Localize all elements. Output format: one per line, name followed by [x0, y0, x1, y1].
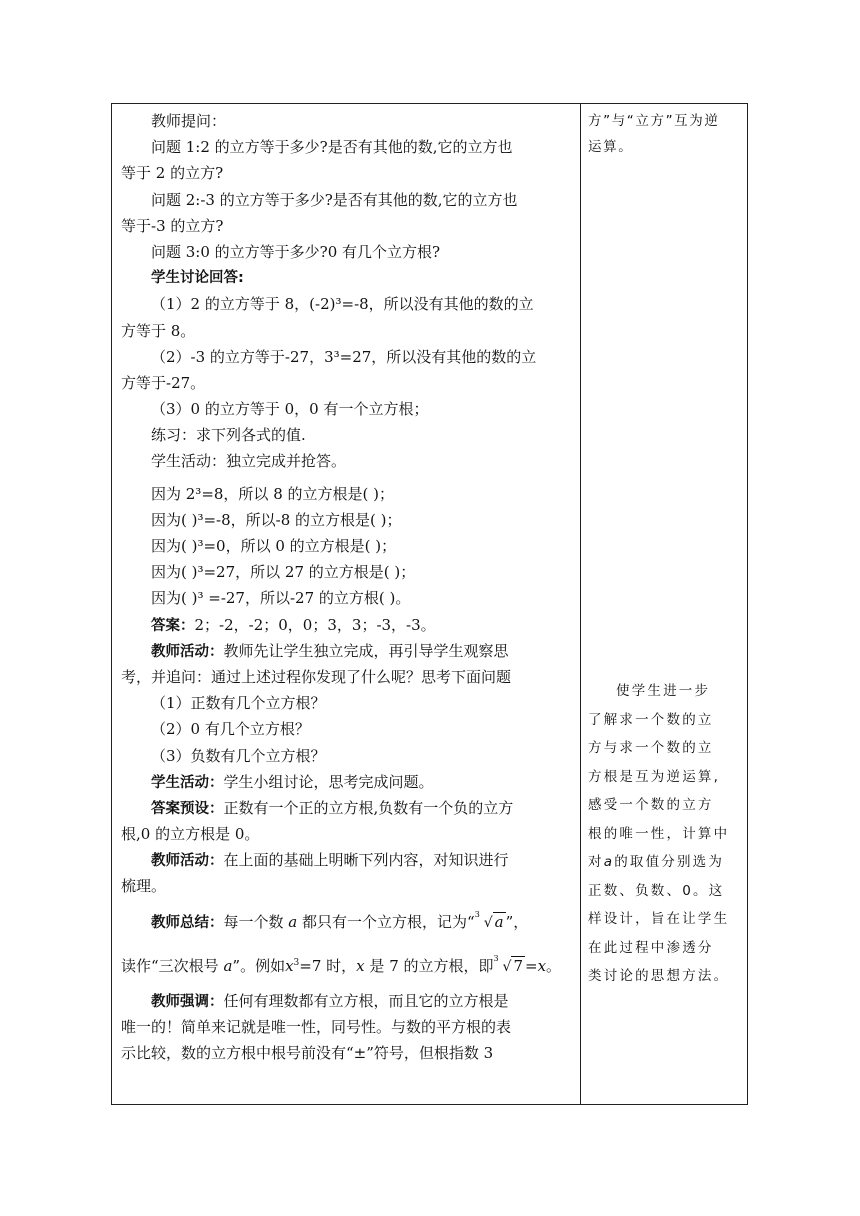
read-as-text-4: 是 7 的立方根，即 [369, 956, 494, 975]
summary-text-2: 都只有一个立方根，记为“ [302, 912, 475, 931]
cube-superscript: 3 [293, 957, 300, 968]
practice-heading: 练习：求下列各式的值. [151, 426, 306, 445]
exercise-2: 因为( )³=-8，所以-8 的立方根是( )； [151, 510, 402, 529]
read-as-text: 读作“三次根号 [121, 956, 219, 975]
x-variable-3: x [537, 956, 547, 975]
discussion-heading: 学生讨论回答: [151, 270, 244, 287]
read-as-text-2: ”。例如 [232, 956, 286, 975]
intent-p-line-7 [588, 848, 746, 877]
answer-text: 2；-2，-2；0，0；3，3；-3，-3。 [194, 615, 436, 634]
intent-p-line-6: 根的唯一性，计算中 [588, 825, 730, 842]
intent-p7-text: 对 [588, 854, 604, 870]
intent-p7-text-2: 的取值分别选为 [614, 854, 725, 870]
intent-p-line-3: 方与求一个数的立 [588, 740, 714, 756]
teacher-activity-line [121, 638, 574, 664]
radicand-a: a [494, 912, 504, 931]
student-activity-2-line [121, 769, 574, 795]
root-index: 3 [474, 909, 480, 919]
read-as-variable: a [223, 956, 233, 975]
question-1-line-2: 等于 2 的立方? [121, 164, 224, 183]
period: 。 [546, 956, 562, 975]
intent-p-line-10: 在此过程中渗透分 [588, 939, 714, 956]
question-3: 问题 3:0 的立方等于多少?0 有几个立方根? [151, 242, 441, 261]
intent-p-line-4: 方根是互为逆运算, [588, 768, 721, 785]
student-activity-2-text: 学生小组讨论，思考完成问题。 [223, 772, 434, 791]
intent-p-line-5: 感受一个数的立方 [588, 797, 714, 813]
teacher-emphasis-line [121, 988, 574, 1014]
think-question-2: （2）0 有几个立方根？ [151, 720, 310, 739]
intent-p-line-2: 了解求一个数的立 [588, 711, 714, 728]
exercise-3: 因为( )³=0，所以 0 的立方根是( )； [151, 537, 397, 555]
answer-line [121, 612, 574, 638]
question-2-line-1: 问题 2:-3 的立方等于多少?是否有其他的数,它的立方也 [151, 190, 518, 209]
answer-1-line-1: （1）2 的立方等于 8，(-2)³=-8，所以没有其他的数的立 [151, 295, 534, 314]
radical-sign-icon-2: √ [502, 958, 512, 975]
teacher-summary-label: 教师总结： [151, 914, 224, 931]
answer-1-line-2: 方等于 8。 [121, 321, 196, 340]
teacher-activity-3-continued: 梳理。 [121, 877, 167, 896]
teacher-activity-continued: 考，并追问：通过上述过程你发现了什么呢？思考下面问题 [121, 667, 512, 686]
intent-p7-variable: a [603, 854, 615, 870]
x-variable: x [285, 956, 294, 975]
teacher-emphasis-text: 任何有理数都有立方根，而且它的立方根是 [223, 991, 509, 1010]
x-variable-2: x [356, 956, 365, 975]
process-column [112, 108, 580, 1066]
answer-preset-continued: 根,0 的立方根是 0。 [121, 825, 260, 844]
exercise-5: 因为( )³ =-27，所以-27 的立方根( )。 [151, 589, 411, 608]
summary-text: 每一个数 [223, 912, 284, 931]
student-activity-2-label: 学生活动： [151, 774, 224, 791]
radical-sign-icon: √ [483, 914, 493, 931]
teacher-summary-line [121, 900, 574, 944]
read-as-text-5: = [524, 956, 538, 975]
answer-preset-text: 正数有一个正的立方根,负数有一个负的立方 [223, 798, 514, 817]
think-question-3: （3）负数有几个立方根？ [151, 746, 326, 765]
design-intent-column [581, 108, 749, 984]
answer-label: 答案： [151, 617, 195, 634]
teacher-activity-3-label: 教师活动： [151, 853, 224, 870]
question-1-line-1: 问题 1:2 的立方等于多少?是否有其他的数,它的立方也 [151, 138, 513, 157]
teacher-emphasis-label: 教师强调： [151, 993, 224, 1010]
teacher-emphasis-line-2: 唯一的！简单来记就是唯一性，同号性。与数的平方根的表 [121, 1017, 512, 1036]
answer-2-line-2: 方等于-27。 [121, 373, 206, 392]
cube-root-a [475, 900, 506, 944]
read-as-text-3: =7 时， [299, 956, 357, 975]
answer-preset-line [121, 795, 574, 821]
exercise-1: 因为 2³=8，所以 8 的立方根是( )； [151, 484, 394, 503]
summary-variable-a: a [288, 912, 298, 931]
intent-p-line-9: 样设计，旨在让学生 [588, 911, 730, 927]
teacher-activity-label: 教师活动： [151, 643, 224, 660]
student-activity-1: 学生活动：独立完成并抢答。 [151, 452, 347, 471]
lesson-table [111, 103, 748, 1105]
intent-p-line-11: 类讨论的思想方法。 [588, 968, 730, 984]
teacher-activity-text: 教师先让学生独立完成，再引导学生观察思 [223, 641, 509, 660]
intent-line-2: 运算。 [588, 139, 634, 155]
teacher-emphasis-line-3: 示比较，数的立方根中根号前没有“±”符号，但根指数 3 [121, 1044, 494, 1062]
teacher-activity-3-text: 在上面的基础上明晰下列内容，对知识进行 [223, 851, 509, 870]
think-question-1: （1）正数有几个立方根？ [151, 694, 326, 713]
question-2-line-2: 等于-3 的立方? [121, 216, 224, 235]
intent-paragraph [588, 677, 746, 991]
radicand-7: 7 [513, 956, 523, 975]
answer-3: （3）0 的立方等于 0，0 有一个立方根； [151, 400, 429, 419]
answer-preset-label: 答案预设： [151, 800, 224, 817]
root-index-2: 3 [493, 953, 499, 963]
column-divider [580, 104, 581, 1104]
answer-2-line-1: （2）-3 的立方等于-27，3³=27，所以没有其他的数的立 [151, 347, 537, 366]
intent-p-line-8: 正数、负数、0。这 [588, 882, 725, 899]
cube-root-7 [494, 944, 525, 988]
teacher-question-heading: 教师提问： [151, 112, 227, 130]
read-as-line [121, 944, 574, 988]
intent-line-1: 方”与“立方”互为逆 [588, 113, 720, 129]
teacher-activity-3-line [121, 847, 574, 873]
intent-p-line-1: 使学生进一步 [616, 683, 711, 699]
exercise-4: 因为( )³=27，所以 27 的立方根是( )； [151, 563, 416, 582]
summary-text-3: ”， [505, 912, 529, 931]
